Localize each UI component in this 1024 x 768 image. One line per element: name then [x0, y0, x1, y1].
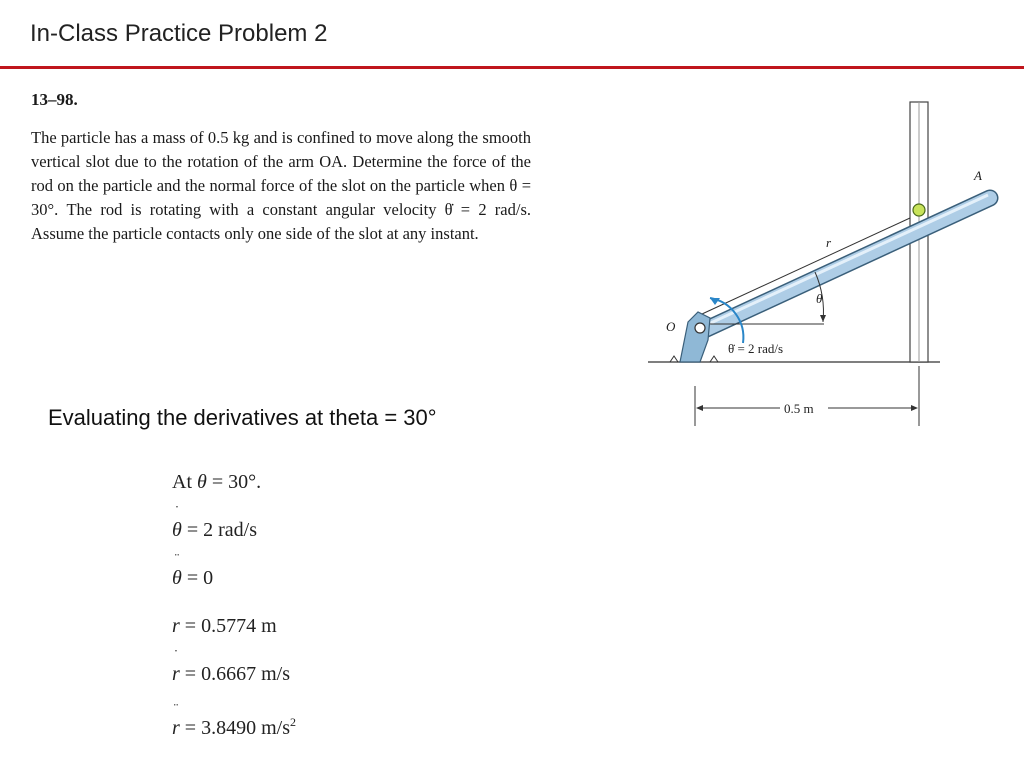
symbol-theta-ddot: θ ¨ — [172, 564, 182, 592]
r-dimension-line — [702, 218, 910, 314]
arm-highlight — [702, 195, 988, 327]
equation-value: = 0 — [181, 567, 214, 589]
equation-line-theta-ddot — [172, 564, 296, 612]
equation-prefix: At — [172, 471, 197, 493]
equation-list — [172, 468, 296, 756]
theta-arrowhead — [820, 315, 826, 322]
arm-oa — [700, 198, 990, 332]
unit-exponent: 2 — [289, 715, 296, 729]
pivot-pin — [695, 323, 705, 333]
title-divider — [0, 66, 1024, 69]
label-o: O — [666, 319, 676, 334]
problem-figure — [640, 96, 1000, 432]
equation-value: = 2 rad/s — [181, 519, 257, 541]
pivot-bracket — [680, 312, 710, 362]
equation-value: = 30°. — [206, 471, 262, 493]
problem-text: The particle has a mass of 0.5 kg and is confined to move along the smooth vertical slot due to the rotation of the arm OA. Determine the force of the rod on the particle and the normal force of the slot on the particle when θ = 30°. The rod is rotating with a constant angular velocity θ̇ = 2 rad/s. Assume the particle contacts only one side of the slot at any instant. — [31, 128, 531, 243]
label-theta: θ — [816, 291, 823, 306]
symbol-theta-dot: θ ˙ — [172, 516, 182, 544]
dimension-label: 0.5 m — [784, 401, 814, 416]
equation-line-r — [172, 612, 296, 660]
label-a: A — [974, 168, 982, 183]
label-r: r — [826, 235, 832, 250]
equation-value: = 3.8490 m/s — [179, 717, 290, 739]
mechanism-diagram — [640, 96, 1000, 432]
symbol-theta: θ — [197, 471, 207, 493]
symbol-r-ddot: r ¨ — [172, 714, 180, 742]
evaluation-heading: Evaluating the derivatives at theta = 30° — [48, 405, 437, 430]
equation-value: = 0.5774 m — [179, 615, 277, 637]
equation-line-r-dot — [172, 660, 296, 708]
particle — [913, 204, 925, 216]
problem-statement — [31, 90, 531, 246]
equation-line-at-theta — [172, 468, 296, 516]
equation-line-theta-dot — [172, 516, 296, 564]
angular-velocity-arrowhead — [710, 298, 720, 305]
problem-number: 13–98. — [31, 90, 78, 109]
equation-line-r-ddot — [172, 708, 296, 756]
symbol-r: r — [172, 615, 180, 637]
angular-velocity-label: θ̇ = 2 rad/s — [728, 341, 784, 356]
symbol-r-dot: r ˙ — [172, 660, 180, 688]
equation-value: = 0.6667 m/s — [179, 663, 290, 685]
slide-title: In-Class Practice Problem 2 — [30, 20, 328, 47]
